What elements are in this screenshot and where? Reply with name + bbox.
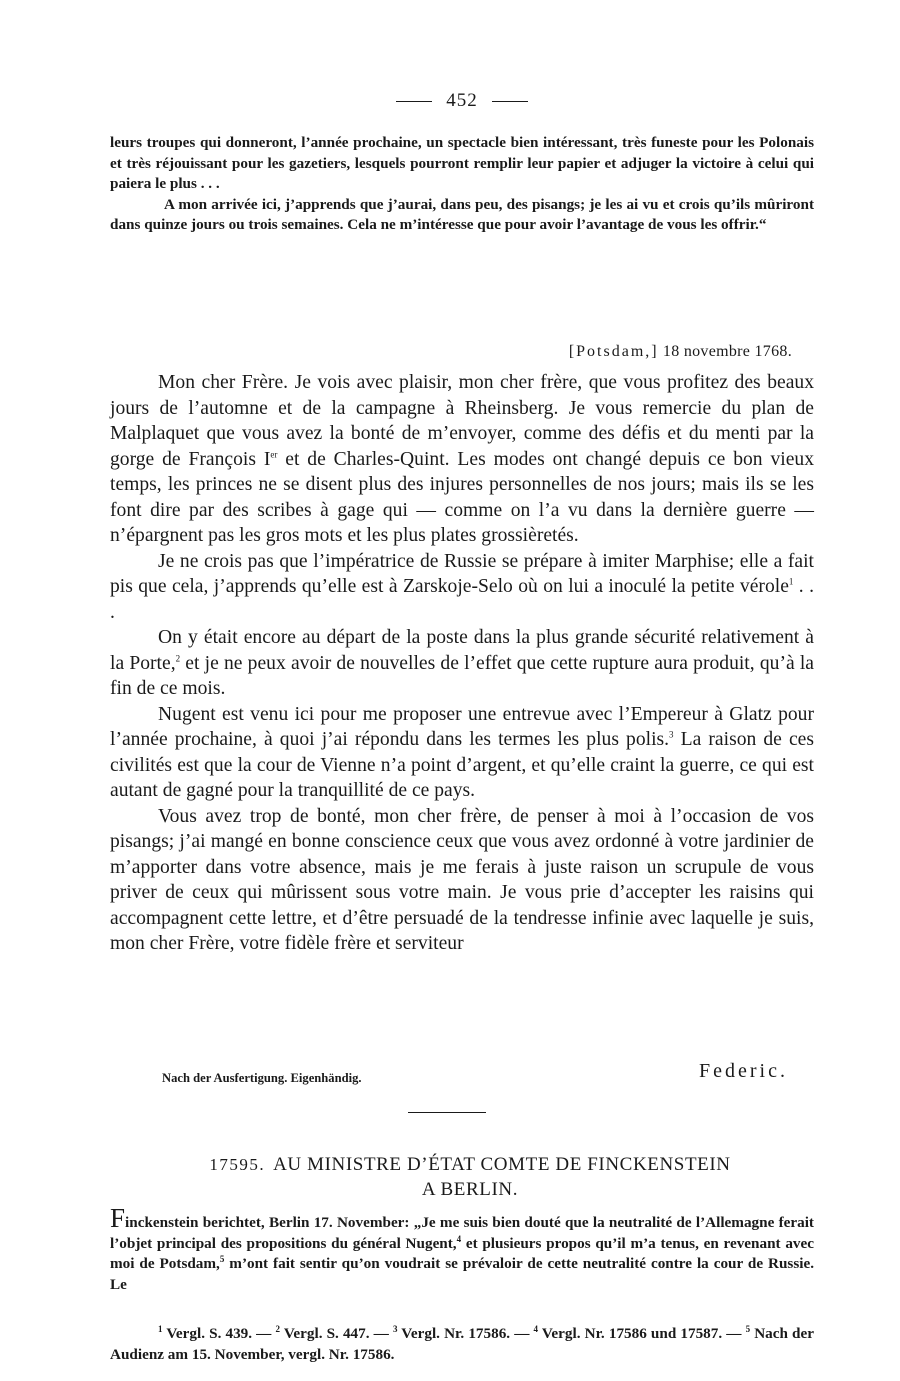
footnote-text-3: Vergl. Nr. 17586. — (397, 1325, 534, 1342)
footnote-text-2: Vergl. S. 447. — (279, 1325, 393, 1342)
letter-paragraph-1 (110, 370, 814, 549)
letter-paragraph-2 (110, 549, 814, 626)
letter-p4-text-a: Nugent est venu ici pour me proposer une entrevue avec l’Empereur à Glatz pour l’année prochaine, à quoi j’ai répondu dans les termes les plus polis. (110, 703, 814, 750)
dateline-date: 18 novembre 1768. (662, 343, 792, 360)
report-text-c: m’ont fait sentir qu’on voudrait se prévaloir de cette neutralité contre la cour de Russie. Le (110, 1255, 814, 1293)
footnote-ref-1: 1 (788, 576, 794, 587)
letter-p1-text-b: et de Charles-Quint. Les modes ont changé depuis ce bon vieux temps, les princes ne se disent plus des injures personnelles de nos jours; mais ils se les font dire par des scribes à gage qui — comme on l’a vu dans la dernière guerre — n’épargnent pas les gros mots et les plus plates grossièretés. (110, 448, 814, 546)
footnotes (110, 1324, 814, 1365)
quoted-letter-excerpt (110, 133, 814, 236)
page-number-header (110, 84, 814, 118)
quote-paragraph-1: leurs troupes qui donneront, l’année prochaine, un spectacle bien intéressant, très funeste pour les Polonais et très réjouissant pour les gazetiers, lesquels pourront remplir leur papier et adjuger la victoire à celui qui paiera le plus . . . (110, 134, 814, 193)
footnote-marker-1: 1 (158, 1323, 163, 1334)
letter-p3-text-a: On y était encore au départ de la poste dans la plus grande sécurité relativement à la Porte, (110, 627, 814, 674)
letter-body (110, 370, 814, 957)
header-dash-right (492, 101, 528, 102)
report-text-a: berichtet, Berlin 17. November: „Je me suis bien douté que la neutralité de l’Allemagne ferait l’objet principal des propositions du général Nugent, (110, 1214, 814, 1252)
document-number: 17595. (209, 1155, 266, 1174)
letter-p1-superscript: er (270, 448, 278, 459)
section-divider (408, 1112, 486, 1113)
footnote-ref-4: 4 (456, 1233, 462, 1244)
letter-p3-text-b: et je ne peux avoir de nouvelles de l’effet que cette rupture aura produit, qu’à la fin de ce mois. (110, 652, 814, 699)
letter-p2-text-a: Je ne crois pas que l’impératrice de Russie se prépare à imiter Marphise; elle a fait pis que cela, j’apprends qu’elle est à Zarskoje-Selo où on lui a inoculé la petite vérole (110, 550, 814, 597)
report-paragraph (110, 1203, 814, 1295)
footnote-text-1: Vergl. S. 439. — (162, 1325, 276, 1342)
footnote-marker-2: 2 (275, 1323, 280, 1334)
drop-cap: F (110, 1203, 126, 1233)
letter-paragraph-5: Vous avez trop de bonté, mon cher frère, de penser à moi à l’occasion de vos pisangs; j’ai mangé en bonne conscience ceux que vous avez ordonné à votre jardinier de m’apporter dans votre absence, mais je me ferais à juste raison un scrupule de vous priver de ceux qui mûrissent sous votre main. Je vous prie d’accepter les raisins qui accompagnent cette lettre, et d’être persuadé de la tendresse infinie avec laquelle je suis, mon cher Frère, votre fidèle frère et serviteur (110, 805, 814, 954)
header-dash-left (396, 101, 432, 102)
footnote-ref-3: 3 (669, 729, 674, 740)
footnote-ref-5: 5 (219, 1254, 225, 1265)
letter-p4-text-b: La raison de ces civilités est que la cour de Vienne n’a point d’argent, et qu’elle craint la guerre, ce qui est autant de gagné pour la tranquillité de ce pays. (110, 729, 814, 801)
letter-p2-text-b: . . . (110, 576, 814, 623)
footnote-marker-3: 3 (392, 1323, 398, 1334)
document-heading (130, 1152, 810, 1202)
source-note: Nach der Ausfertigung. Eigenhändig. (162, 1071, 362, 1085)
heading-title: AU MINISTRE D’ÉTAT COMTE DE FINCKENSTEIN (273, 1154, 731, 1175)
footnote-marker-5: 5 (745, 1323, 751, 1334)
page-number: 452 (446, 90, 478, 111)
heading-line-1 (130, 1152, 810, 1177)
dateline (569, 343, 792, 361)
footnote-ref-2: 2 (175, 652, 181, 663)
heading-line-2: A BERLIN. (421, 1179, 519, 1200)
letter-p1-text-a: Mon cher Frère. Je vois avec plaisir, mon cher frère, que vous profitez des beaux jours de l’automne et de la campagne à Rheinsberg. Je vous remercie du plan de Malplaquet que vous avez la bonté de m’envoyer, comme des défis et du menti par la gorge de François I (110, 372, 814, 470)
report-name-rest: inckenstein (125, 1214, 199, 1231)
report-text-b: et plusieurs propos qu’il m’a tenus, en revenant avec moi de Potsdam, (110, 1234, 814, 1273)
footnote-text-5: Nach der Audienz am 15. November, vergl. Nr. 17586. (110, 1325, 814, 1363)
letter-paragraph-3 (110, 625, 814, 702)
quote-paragraph-2: A mon arrivée ici, j’apprends que j’aurai, dans peu, des pisangs; je les ai vu et crois qu’ils mûriront dans quinze jours ou trois semaines. Cela ne m’intéresse que pour avoir l’avantage de vous les offrir.“ (110, 195, 814, 234)
footnote-text-4: Vergl. Nr. 17586 und 17587. — (538, 1325, 746, 1342)
letter-paragraph-4 (110, 702, 814, 804)
report-summary (110, 1203, 814, 1295)
footnote-block (110, 1324, 814, 1365)
dateline-place: [Potsdam,] (568, 343, 659, 360)
signature-name: Federic. (699, 1060, 788, 1082)
footnote-marker-4: 4 (533, 1323, 538, 1334)
